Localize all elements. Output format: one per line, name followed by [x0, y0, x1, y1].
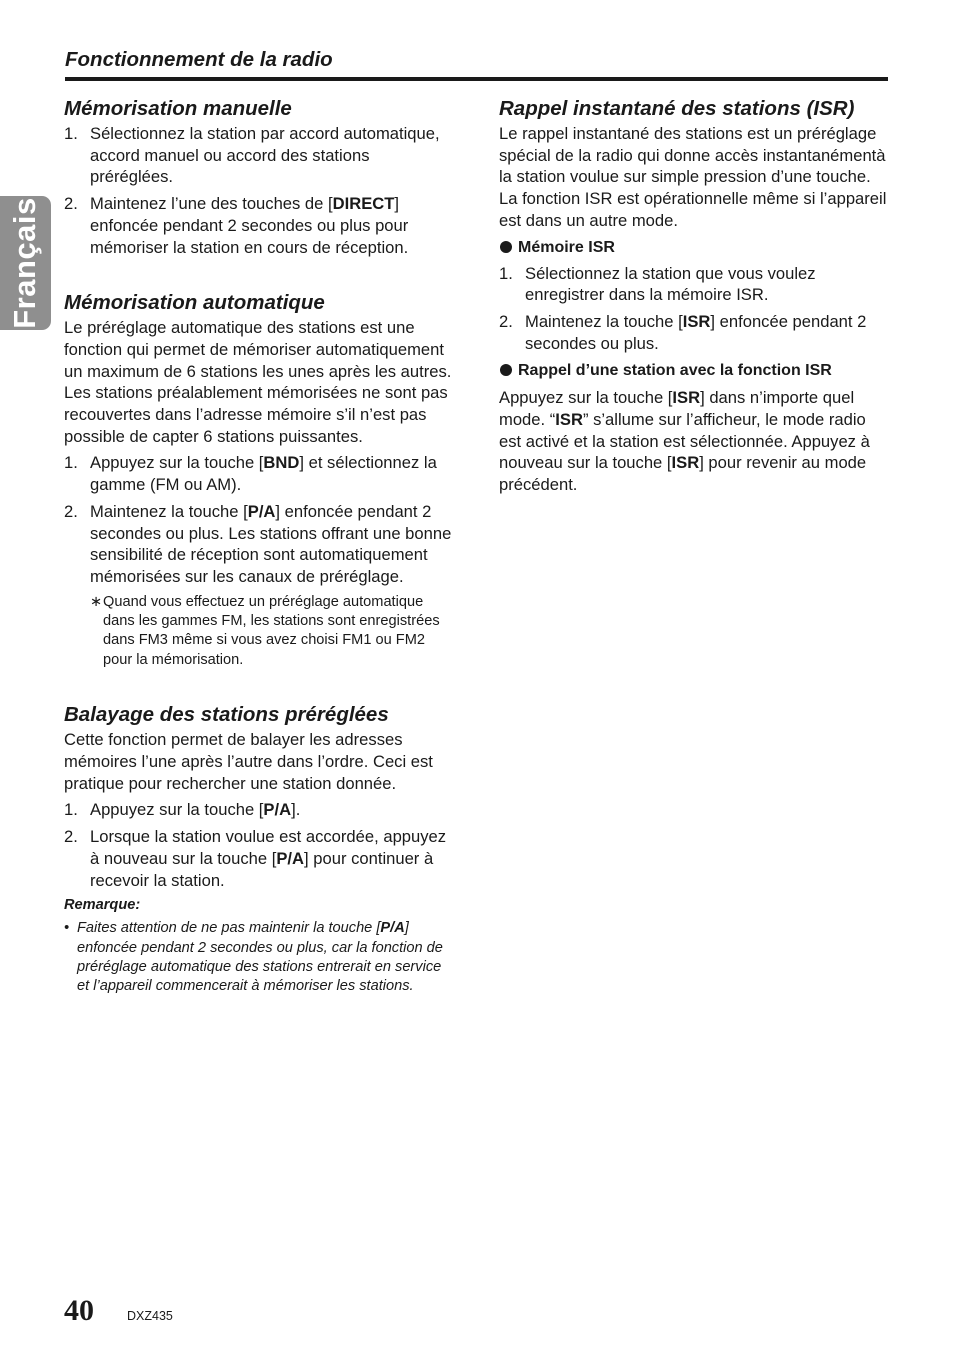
section-intro: Le rappel instantané des stations est un préréglage spécial de la radio qui donne accès instantanémentà la station voulue sur simple pression d’une touche. La fonction ISR est opérationnelle même si l’appareil est dans un autre mode. — [499, 124, 887, 230]
subheading-text: Mémoire ISR — [518, 238, 615, 256]
key-label: P/A — [276, 848, 305, 868]
key-label: P/A — [263, 800, 292, 820]
subheading-text: Rappel d’une station avec la fonction ISR — [518, 362, 832, 380]
page-header-title: Fonctionnement de la radio — [65, 48, 333, 71]
subheading-memoire-isr — [499, 237, 892, 258]
step-text: ]. — [291, 800, 301, 820]
step-number: 1. — [64, 800, 78, 820]
remark-item — [64, 919, 456, 997]
step-text: Appuyez sur la touche [ — [90, 453, 264, 473]
key-label: ISR — [672, 388, 701, 408]
step-text: Appuyez sur la touche [ — [90, 800, 264, 820]
rappel-paragraph — [499, 387, 892, 496]
section-title: Balayage des stations préréglées — [64, 703, 389, 727]
language-side-tab — [0, 196, 51, 330]
list-item — [64, 193, 456, 258]
section-intro: Cette fonction permet de balayer les adresses mémoires l’une après l’autre dans l’ordre. Ceci est pratique pour rechercher une station donnée. — [64, 730, 433, 793]
remark-text: ] enfoncée pendant 2 secondes ou plus, car la fonction de préréglage automatique des stations entrerait en service et l’appareil commencerait à mémoriser les stations. — [77, 920, 443, 995]
step-text: ] enfoncée pendant 2 secondes ou plus. Les stations offrant une bonne sensibilité de réception sont automatiquement mémorisées sur les canaux de préréglage. — [90, 501, 452, 586]
step-number: 2. — [64, 194, 78, 214]
step-number: 2. — [64, 827, 78, 847]
rappel-text: ] pour revenir au mode précédent. — [499, 453, 867, 495]
step-text: Sélectionnez la station par accord automatique, accord manuel ou accord des stations préréglées. — [90, 124, 440, 187]
remark-title: Remarque: — [64, 897, 141, 914]
asterisk-icon: ∗ — [90, 593, 103, 610]
step-number: 1. — [64, 453, 78, 473]
left-column — [64, 94, 456, 1019]
language-side-tab-label: Français — [7, 197, 42, 329]
right-column — [499, 94, 892, 518]
rappel-text: Appuyez sur la touche [ — [499, 388, 673, 408]
section-title: Mémorisation automatique — [64, 291, 325, 315]
key-label: ISR — [682, 311, 711, 331]
section-memorisation-automatique — [64, 288, 456, 670]
key-label: ISR — [555, 410, 583, 430]
section-isr — [499, 94, 892, 496]
section-title: Rappel instantané des stations (ISR) — [499, 97, 855, 120]
key-label: ISR — [671, 453, 700, 473]
remark-text: Faites attention de ne pas maintenir la touche [ — [77, 920, 381, 937]
step-text: Maintenez la touche [ — [90, 501, 248, 521]
steps-list — [499, 263, 892, 355]
step-text: Maintenez l’une des touches de [ — [90, 194, 333, 214]
rappel-text: ] dans n’importe quel mode. “ — [499, 388, 855, 430]
key-label: P/A — [380, 920, 405, 937]
list-item — [64, 501, 456, 588]
step-text: ] enfoncée pendant 2 secondes ou plus. — [525, 311, 867, 353]
footnote — [90, 593, 456, 671]
filled-circle-icon — [500, 364, 512, 376]
page-number: 40 — [64, 1294, 94, 1327]
list-item — [64, 826, 456, 891]
filled-circle-icon — [500, 241, 512, 253]
subheading-rappel-isr — [499, 360, 892, 381]
steps-list — [64, 452, 456, 587]
page-header — [65, 47, 888, 81]
key-label: P/A — [247, 501, 276, 521]
step-number: 2. — [499, 311, 513, 331]
step-number: 1. — [499, 263, 513, 283]
step-number: 1. — [64, 124, 78, 143]
list-item — [64, 123, 456, 188]
steps-list — [64, 799, 456, 891]
section-intro: Le préréglage automatique des stations est une fonction qui permet de mémoriser automatiquement un maximum de 6 stations les unes après les autres. Les stations préalablement mémorisées ne sont pas recouvertes dans l’adresse mémoire s’il n’est pas possible de capter 6 stations puissantes. — [64, 318, 452, 446]
list-item — [64, 799, 456, 821]
bullet-icon: • — [64, 920, 70, 937]
rappel-text: ” s’allume sur l’afficheur, le mode radio est activé et la station est sélectionnée. Appuyez à nouveau sur la touche [ — [499, 410, 870, 473]
section-balayage — [64, 700, 456, 997]
step-text: Lorsque la station voulue est accordée, appuyez à nouveau sur la touche [ — [90, 827, 447, 868]
list-item — [64, 452, 456, 495]
step-text: Sélectionnez la station que vous voulez enregistrer dans la mémoire ISR. — [525, 263, 816, 305]
key-label: DIRECT — [332, 194, 395, 214]
key-label: BND — [263, 453, 300, 473]
list-item — [499, 311, 892, 354]
footnote-text: Quand vous effectuez un préréglage automatique dans les gammes FM, les stations sont enregistrées dans FM3 même si vous avez choisi FM1 ou FM2 pour la mémorisation. — [103, 593, 440, 668]
section-memorisation-manuelle — [64, 94, 456, 258]
list-item — [499, 263, 892, 306]
step-text: ] enfoncée pendant 2 secondes ou plus pour mémoriser la station en cours de réception. — [90, 194, 409, 257]
section-title: Mémorisation manuelle — [64, 97, 292, 120]
step-text: Maintenez la touche [ — [525, 311, 683, 331]
steps-list — [64, 123, 456, 258]
step-text: ] et sélectionnez la gamme (FM ou AM). — [90, 453, 437, 495]
step-number: 2. — [64, 501, 78, 521]
step-text: ] pour continuer à recevoir la station. — [90, 848, 434, 890]
model-code: DXZ435 — [127, 1309, 173, 1323]
